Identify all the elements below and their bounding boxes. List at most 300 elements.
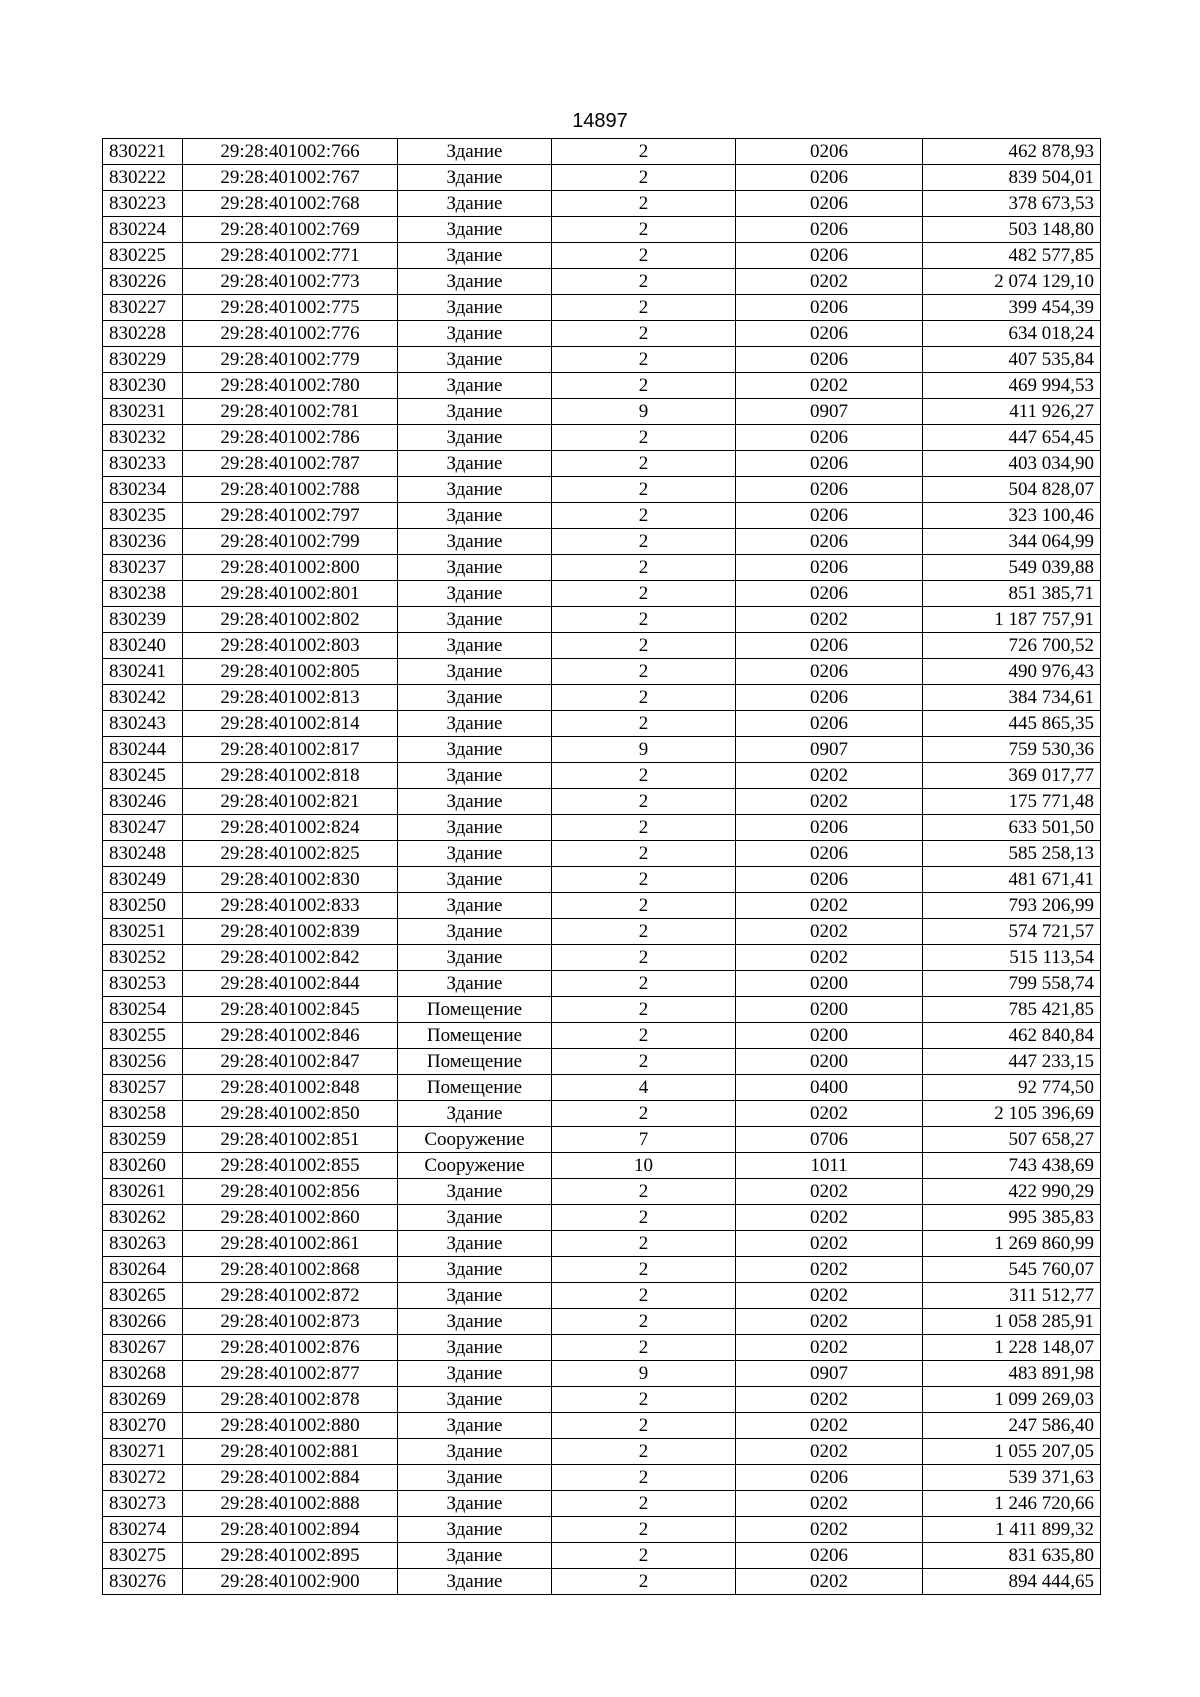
table-row (103, 1439, 1101, 1465)
cadastral-value-cell: 445 865,35 (923, 711, 1101, 737)
table-row (103, 945, 1101, 971)
table-row (103, 1491, 1101, 1517)
row-id-cell: 830226 (103, 269, 183, 295)
table-row (103, 217, 1101, 243)
object-type-cell: Здание (398, 737, 552, 763)
group-code-cell: 2 (552, 919, 736, 945)
cadastral-number-cell: 29:28:401002:825 (183, 841, 398, 867)
cadastral-number-cell: 29:28:401002:813 (183, 685, 398, 711)
cadastral-value-cell: 894 444,65 (923, 1569, 1101, 1595)
group-code-cell: 9 (552, 737, 736, 763)
row-id-cell: 830258 (103, 1101, 183, 1127)
table-row (103, 1205, 1101, 1231)
subgroup-code-cell: 0202 (736, 919, 923, 945)
cadastral-number-cell: 29:28:401002:802 (183, 607, 398, 633)
row-id-cell: 830248 (103, 841, 183, 867)
group-code-cell: 2 (552, 893, 736, 919)
subgroup-code-cell: 0202 (736, 1439, 923, 1465)
row-id-cell: 830263 (103, 1231, 183, 1257)
cadastral-number-cell: 29:28:401002:846 (183, 1023, 398, 1049)
group-code-cell: 2 (552, 1309, 736, 1335)
table-row (103, 321, 1101, 347)
page-number: 14897 (572, 110, 628, 132)
table-row (103, 243, 1101, 269)
group-code-cell: 2 (552, 1257, 736, 1283)
subgroup-code-cell: 0200 (736, 971, 923, 997)
group-code-cell: 2 (552, 295, 736, 321)
row-id-cell: 830264 (103, 1257, 183, 1283)
subgroup-code-cell: 1011 (736, 1153, 923, 1179)
cadastral-value-cell: 1 269 860,99 (923, 1231, 1101, 1257)
cadastral-number-cell: 29:28:401002:769 (183, 217, 398, 243)
table-row (103, 191, 1101, 217)
table-row (103, 763, 1101, 789)
object-type-cell: Здание (398, 1387, 552, 1413)
object-type-cell: Здание (398, 191, 552, 217)
cadastral-number-cell: 29:28:401002:799 (183, 529, 398, 555)
table-row (103, 737, 1101, 763)
subgroup-code-cell: 0206 (736, 477, 923, 503)
cadastral-number-cell: 29:28:401002:780 (183, 373, 398, 399)
cadastral-value-cell: 585 258,13 (923, 841, 1101, 867)
subgroup-code-cell: 0206 (736, 451, 923, 477)
group-code-cell: 2 (552, 1491, 736, 1517)
object-type-cell: Здание (398, 139, 552, 165)
subgroup-code-cell: 0206 (736, 1543, 923, 1569)
group-code-cell: 2 (552, 659, 736, 685)
cadastral-value-cell: 422 990,29 (923, 1179, 1101, 1205)
table-row (103, 893, 1101, 919)
cadastral-value-cell: 799 558,74 (923, 971, 1101, 997)
row-id-cell: 830249 (103, 867, 183, 893)
row-id-cell: 830232 (103, 425, 183, 451)
group-code-cell: 2 (552, 789, 736, 815)
cadastral-number-cell: 29:28:401002:878 (183, 1387, 398, 1413)
row-id-cell: 830252 (103, 945, 183, 971)
cadastral-number-cell: 29:28:401002:801 (183, 581, 398, 607)
cadastral-value-cell: 447 233,15 (923, 1049, 1101, 1075)
cadastral-value-cell: 462 840,84 (923, 1023, 1101, 1049)
object-type-cell: Здание (398, 347, 552, 373)
object-type-cell: Помещение (398, 1075, 552, 1101)
cadastral-number-cell: 29:28:401002:786 (183, 425, 398, 451)
object-type-cell: Здание (398, 1179, 552, 1205)
object-type-cell: Здание (398, 711, 552, 737)
object-type-cell: Здание (398, 659, 552, 685)
group-code-cell: 2 (552, 1439, 736, 1465)
subgroup-code-cell: 0907 (736, 399, 923, 425)
cadastral-value-cell: 539 371,63 (923, 1465, 1101, 1491)
table-row (103, 607, 1101, 633)
cadastral-number-cell: 29:28:401002:848 (183, 1075, 398, 1101)
group-code-cell: 2 (552, 1335, 736, 1361)
row-id-cell: 830229 (103, 347, 183, 373)
object-type-cell: Здание (398, 529, 552, 555)
group-code-cell: 4 (552, 1075, 736, 1101)
table-row (103, 477, 1101, 503)
object-type-cell: Здание (398, 607, 552, 633)
group-code-cell: 2 (552, 555, 736, 581)
object-type-cell: Здание (398, 945, 552, 971)
object-type-cell: Здание (398, 269, 552, 295)
cadastral-number-cell: 29:28:401002:788 (183, 477, 398, 503)
cadastral-number-cell: 29:28:401002:767 (183, 165, 398, 191)
subgroup-code-cell: 0206 (736, 165, 923, 191)
object-type-cell: Здание (398, 165, 552, 191)
cadastral-number-cell: 29:28:401002:845 (183, 997, 398, 1023)
table-row (103, 919, 1101, 945)
cadastral-value-cell: 469 994,53 (923, 373, 1101, 399)
cadastral-value-cell: 482 577,85 (923, 243, 1101, 269)
subgroup-code-cell: 0200 (736, 997, 923, 1023)
cadastral-value-cell: 995 385,83 (923, 1205, 1101, 1231)
cadastral-value-cell: 545 760,07 (923, 1257, 1101, 1283)
cadastral-value-cell: 403 034,90 (923, 451, 1101, 477)
group-code-cell: 2 (552, 1465, 736, 1491)
table-row (103, 1283, 1101, 1309)
row-id-cell: 830268 (103, 1361, 183, 1387)
subgroup-code-cell: 0206 (736, 685, 923, 711)
object-type-cell: Здание (398, 867, 552, 893)
row-id-cell: 830265 (103, 1283, 183, 1309)
cadastral-number-cell: 29:28:401002:839 (183, 919, 398, 945)
subgroup-code-cell: 0206 (736, 555, 923, 581)
table-row (103, 1309, 1101, 1335)
object-type-cell: Здание (398, 1257, 552, 1283)
group-code-cell: 2 (552, 191, 736, 217)
cadastral-value-cell: 92 774,50 (923, 1075, 1101, 1101)
cadastral-value-cell: 515 113,54 (923, 945, 1101, 971)
table-row (103, 1413, 1101, 1439)
subgroup-code-cell: 0907 (736, 1361, 923, 1387)
table-row (103, 867, 1101, 893)
table-row (103, 139, 1101, 165)
row-id-cell: 830236 (103, 529, 183, 555)
cadastral-number-cell: 29:28:401002:773 (183, 269, 398, 295)
cadastral-number-cell: 29:28:401002:817 (183, 737, 398, 763)
cadastral-number-cell: 29:28:401002:803 (183, 633, 398, 659)
cadastral-value-cell: 490 976,43 (923, 659, 1101, 685)
cadastral-value-cell: 1 411 899,32 (923, 1517, 1101, 1543)
cadastral-value-cell: 549 039,88 (923, 555, 1101, 581)
cadastral-number-cell: 29:28:401002:797 (183, 503, 398, 529)
group-code-cell: 2 (552, 425, 736, 451)
table-row (103, 1465, 1101, 1491)
cadastral-value-cell: 851 385,71 (923, 581, 1101, 607)
table-row (103, 711, 1101, 737)
group-code-cell: 2 (552, 1413, 736, 1439)
row-id-cell: 830273 (103, 1491, 183, 1517)
table-row (103, 1153, 1101, 1179)
cadastral-value-cell: 369 017,77 (923, 763, 1101, 789)
object-type-cell: Здание (398, 1439, 552, 1465)
row-id-cell: 830246 (103, 789, 183, 815)
group-code-cell: 2 (552, 347, 736, 373)
cadastral-number-cell: 29:28:401002:850 (183, 1101, 398, 1127)
cadastral-value-cell: 344 064,99 (923, 529, 1101, 555)
table-row (103, 529, 1101, 555)
row-id-cell: 830256 (103, 1049, 183, 1075)
row-id-cell: 830261 (103, 1179, 183, 1205)
subgroup-code-cell: 0202 (736, 1205, 923, 1231)
table-row (103, 555, 1101, 581)
cadastral-number-cell: 29:28:401002:818 (183, 763, 398, 789)
table-row (103, 1257, 1101, 1283)
row-id-cell: 830225 (103, 243, 183, 269)
subgroup-code-cell: 0202 (736, 763, 923, 789)
subgroup-code-cell: 0202 (736, 1517, 923, 1543)
group-code-cell: 2 (552, 607, 736, 633)
subgroup-code-cell: 0206 (736, 581, 923, 607)
group-code-cell: 2 (552, 451, 736, 477)
cadastral-value-cell: 793 206,99 (923, 893, 1101, 919)
group-code-cell: 2 (552, 1517, 736, 1543)
row-id-cell: 830224 (103, 217, 183, 243)
subgroup-code-cell: 0206 (736, 841, 923, 867)
object-type-cell: Здание (398, 685, 552, 711)
subgroup-code-cell: 0200 (736, 1023, 923, 1049)
registry-table (102, 138, 1101, 1595)
subgroup-code-cell: 0200 (736, 1049, 923, 1075)
cadastral-number-cell: 29:28:401002:900 (183, 1569, 398, 1595)
cadastral-number-cell: 29:28:401002:856 (183, 1179, 398, 1205)
object-type-cell: Здание (398, 555, 552, 581)
cadastral-number-cell: 29:28:401002:771 (183, 243, 398, 269)
cadastral-value-cell: 1 246 720,66 (923, 1491, 1101, 1517)
subgroup-code-cell: 0206 (736, 191, 923, 217)
table-row (103, 581, 1101, 607)
cadastral-value-cell: 1 187 757,91 (923, 607, 1101, 633)
object-type-cell: Здание (398, 1413, 552, 1439)
cadastral-value-cell: 839 504,01 (923, 165, 1101, 191)
row-id-cell: 830223 (103, 191, 183, 217)
group-code-cell: 2 (552, 1231, 736, 1257)
cadastral-value-cell: 633 501,50 (923, 815, 1101, 841)
cadastral-number-cell: 29:28:401002:821 (183, 789, 398, 815)
object-type-cell: Здание (398, 893, 552, 919)
group-code-cell: 9 (552, 1361, 736, 1387)
object-type-cell: Здание (398, 477, 552, 503)
table-row (103, 685, 1101, 711)
row-id-cell: 830257 (103, 1075, 183, 1101)
table-row (103, 815, 1101, 841)
subgroup-code-cell: 0206 (736, 659, 923, 685)
row-id-cell: 830231 (103, 399, 183, 425)
object-type-cell: Здание (398, 217, 552, 243)
object-type-cell: Здание (398, 633, 552, 659)
cadastral-value-cell: 247 586,40 (923, 1413, 1101, 1439)
row-id-cell: 830276 (103, 1569, 183, 1595)
row-id-cell: 830221 (103, 139, 183, 165)
group-code-cell: 2 (552, 971, 736, 997)
row-id-cell: 830243 (103, 711, 183, 737)
subgroup-code-cell: 0202 (736, 1491, 923, 1517)
table-row (103, 1335, 1101, 1361)
subgroup-code-cell: 0206 (736, 867, 923, 893)
cadastral-value-cell: 462 878,93 (923, 139, 1101, 165)
table-row (103, 503, 1101, 529)
cadastral-number-cell: 29:28:401002:876 (183, 1335, 398, 1361)
table-row (103, 1075, 1101, 1101)
cadastral-number-cell: 29:28:401002:776 (183, 321, 398, 347)
cadastral-number-cell: 29:28:401002:884 (183, 1465, 398, 1491)
table-row (103, 1023, 1101, 1049)
subgroup-code-cell: 0206 (736, 633, 923, 659)
cadastral-value-cell: 384 734,61 (923, 685, 1101, 711)
cadastral-number-cell: 29:28:401002:805 (183, 659, 398, 685)
cadastral-value-cell: 2 105 396,69 (923, 1101, 1101, 1127)
object-type-cell: Здание (398, 1569, 552, 1595)
subgroup-code-cell: 0206 (736, 295, 923, 321)
cadastral-value-cell: 743 438,69 (923, 1153, 1101, 1179)
cadastral-number-cell: 29:28:401002:779 (183, 347, 398, 373)
table-row (103, 1049, 1101, 1075)
subgroup-code-cell: 0202 (736, 269, 923, 295)
row-id-cell: 830222 (103, 165, 183, 191)
table-row (103, 1569, 1101, 1595)
row-id-cell: 830267 (103, 1335, 183, 1361)
table-row (103, 347, 1101, 373)
object-type-cell: Здание (398, 1231, 552, 1257)
row-id-cell: 830240 (103, 633, 183, 659)
object-type-cell: Здание (398, 373, 552, 399)
cadastral-value-cell: 447 654,45 (923, 425, 1101, 451)
object-type-cell: Здание (398, 1205, 552, 1231)
row-id-cell: 830242 (103, 685, 183, 711)
group-code-cell: 2 (552, 841, 736, 867)
group-code-cell: 2 (552, 1101, 736, 1127)
cadastral-number-cell: 29:28:401002:861 (183, 1231, 398, 1257)
object-type-cell: Здание (398, 919, 552, 945)
subgroup-code-cell: 0706 (736, 1127, 923, 1153)
object-type-cell: Здание (398, 243, 552, 269)
row-id-cell: 830237 (103, 555, 183, 581)
table-row (103, 1543, 1101, 1569)
row-id-cell: 830274 (103, 1517, 183, 1543)
table-row (103, 1101, 1101, 1127)
subgroup-code-cell: 0202 (736, 373, 923, 399)
subgroup-code-cell: 0202 (736, 1387, 923, 1413)
cadastral-number-cell: 29:28:401002:868 (183, 1257, 398, 1283)
object-type-cell: Здание (398, 321, 552, 347)
table-row (103, 659, 1101, 685)
table-row (103, 373, 1101, 399)
row-id-cell: 830255 (103, 1023, 183, 1049)
cadastral-number-cell: 29:28:401002:824 (183, 815, 398, 841)
row-id-cell: 830266 (103, 1309, 183, 1335)
group-code-cell: 2 (552, 373, 736, 399)
table-row (103, 1517, 1101, 1543)
group-code-cell: 2 (552, 477, 736, 503)
subgroup-code-cell: 0206 (736, 529, 923, 555)
row-id-cell: 830239 (103, 607, 183, 633)
cadastral-value-cell: 785 421,85 (923, 997, 1101, 1023)
group-code-cell: 2 (552, 503, 736, 529)
subgroup-code-cell: 0202 (736, 893, 923, 919)
table-row (103, 451, 1101, 477)
row-id-cell: 830247 (103, 815, 183, 841)
group-code-cell: 2 (552, 321, 736, 347)
subgroup-code-cell: 0206 (736, 139, 923, 165)
group-code-cell: 2 (552, 997, 736, 1023)
cadastral-number-cell: 29:28:401002:766 (183, 139, 398, 165)
cadastral-number-cell: 29:28:401002:881 (183, 1439, 398, 1465)
cadastral-number-cell: 29:28:401002:888 (183, 1491, 398, 1517)
row-id-cell: 830228 (103, 321, 183, 347)
subgroup-code-cell: 0202 (736, 1179, 923, 1205)
row-id-cell: 830227 (103, 295, 183, 321)
table-row (103, 1179, 1101, 1205)
subgroup-code-cell: 0202 (736, 607, 923, 633)
row-id-cell: 830270 (103, 1413, 183, 1439)
cadastral-value-cell: 831 635,80 (923, 1543, 1101, 1569)
subgroup-code-cell: 0202 (736, 1257, 923, 1283)
group-code-cell: 2 (552, 945, 736, 971)
row-id-cell: 830271 (103, 1439, 183, 1465)
cadastral-number-cell: 29:28:401002:847 (183, 1049, 398, 1075)
table-row (103, 633, 1101, 659)
table-row (103, 1387, 1101, 1413)
subgroup-code-cell: 0202 (736, 1283, 923, 1309)
row-id-cell: 830250 (103, 893, 183, 919)
object-type-cell: Сооружение (398, 1153, 552, 1179)
table-row (103, 425, 1101, 451)
table-row (103, 971, 1101, 997)
cadastral-value-cell: 407 535,84 (923, 347, 1101, 373)
group-code-cell: 2 (552, 815, 736, 841)
row-id-cell: 830234 (103, 477, 183, 503)
subgroup-code-cell: 0202 (736, 1335, 923, 1361)
object-type-cell: Здание (398, 425, 552, 451)
cadastral-number-cell: 29:28:401002:860 (183, 1205, 398, 1231)
group-code-cell: 2 (552, 1283, 736, 1309)
table-row (103, 1231, 1101, 1257)
object-type-cell: Помещение (398, 1023, 552, 1049)
subgroup-code-cell: 0206 (736, 243, 923, 269)
subgroup-code-cell: 0206 (736, 425, 923, 451)
cadastral-number-cell: 29:28:401002:800 (183, 555, 398, 581)
cadastral-value-cell: 634 018,24 (923, 321, 1101, 347)
subgroup-code-cell: 0202 (736, 945, 923, 971)
cadastral-value-cell: 503 148,80 (923, 217, 1101, 243)
group-code-cell: 2 (552, 867, 736, 893)
cadastral-number-cell: 29:28:401002:872 (183, 1283, 398, 1309)
object-type-cell: Сооружение (398, 1127, 552, 1153)
row-id-cell: 830244 (103, 737, 183, 763)
cadastral-value-cell: 507 658,27 (923, 1127, 1101, 1153)
object-type-cell: Помещение (398, 1049, 552, 1075)
group-code-cell: 2 (552, 711, 736, 737)
cadastral-number-cell: 29:28:401002:855 (183, 1153, 398, 1179)
cadastral-value-cell: 759 530,36 (923, 737, 1101, 763)
table-row (103, 997, 1101, 1023)
cadastral-number-cell: 29:28:401002:895 (183, 1543, 398, 1569)
cadastral-value-cell: 399 454,39 (923, 295, 1101, 321)
cadastral-value-cell: 378 673,53 (923, 191, 1101, 217)
subgroup-code-cell: 0202 (736, 1413, 923, 1439)
group-code-cell: 10 (552, 1153, 736, 1179)
subgroup-code-cell: 0206 (736, 1465, 923, 1491)
subgroup-code-cell: 0206 (736, 217, 923, 243)
row-id-cell: 830233 (103, 451, 183, 477)
group-code-cell: 2 (552, 633, 736, 659)
group-code-cell: 2 (552, 581, 736, 607)
table-row (103, 789, 1101, 815)
subgroup-code-cell: 0202 (736, 1101, 923, 1127)
table-row (103, 1361, 1101, 1387)
row-id-cell: 830259 (103, 1127, 183, 1153)
registry-table-body (103, 139, 1101, 1595)
